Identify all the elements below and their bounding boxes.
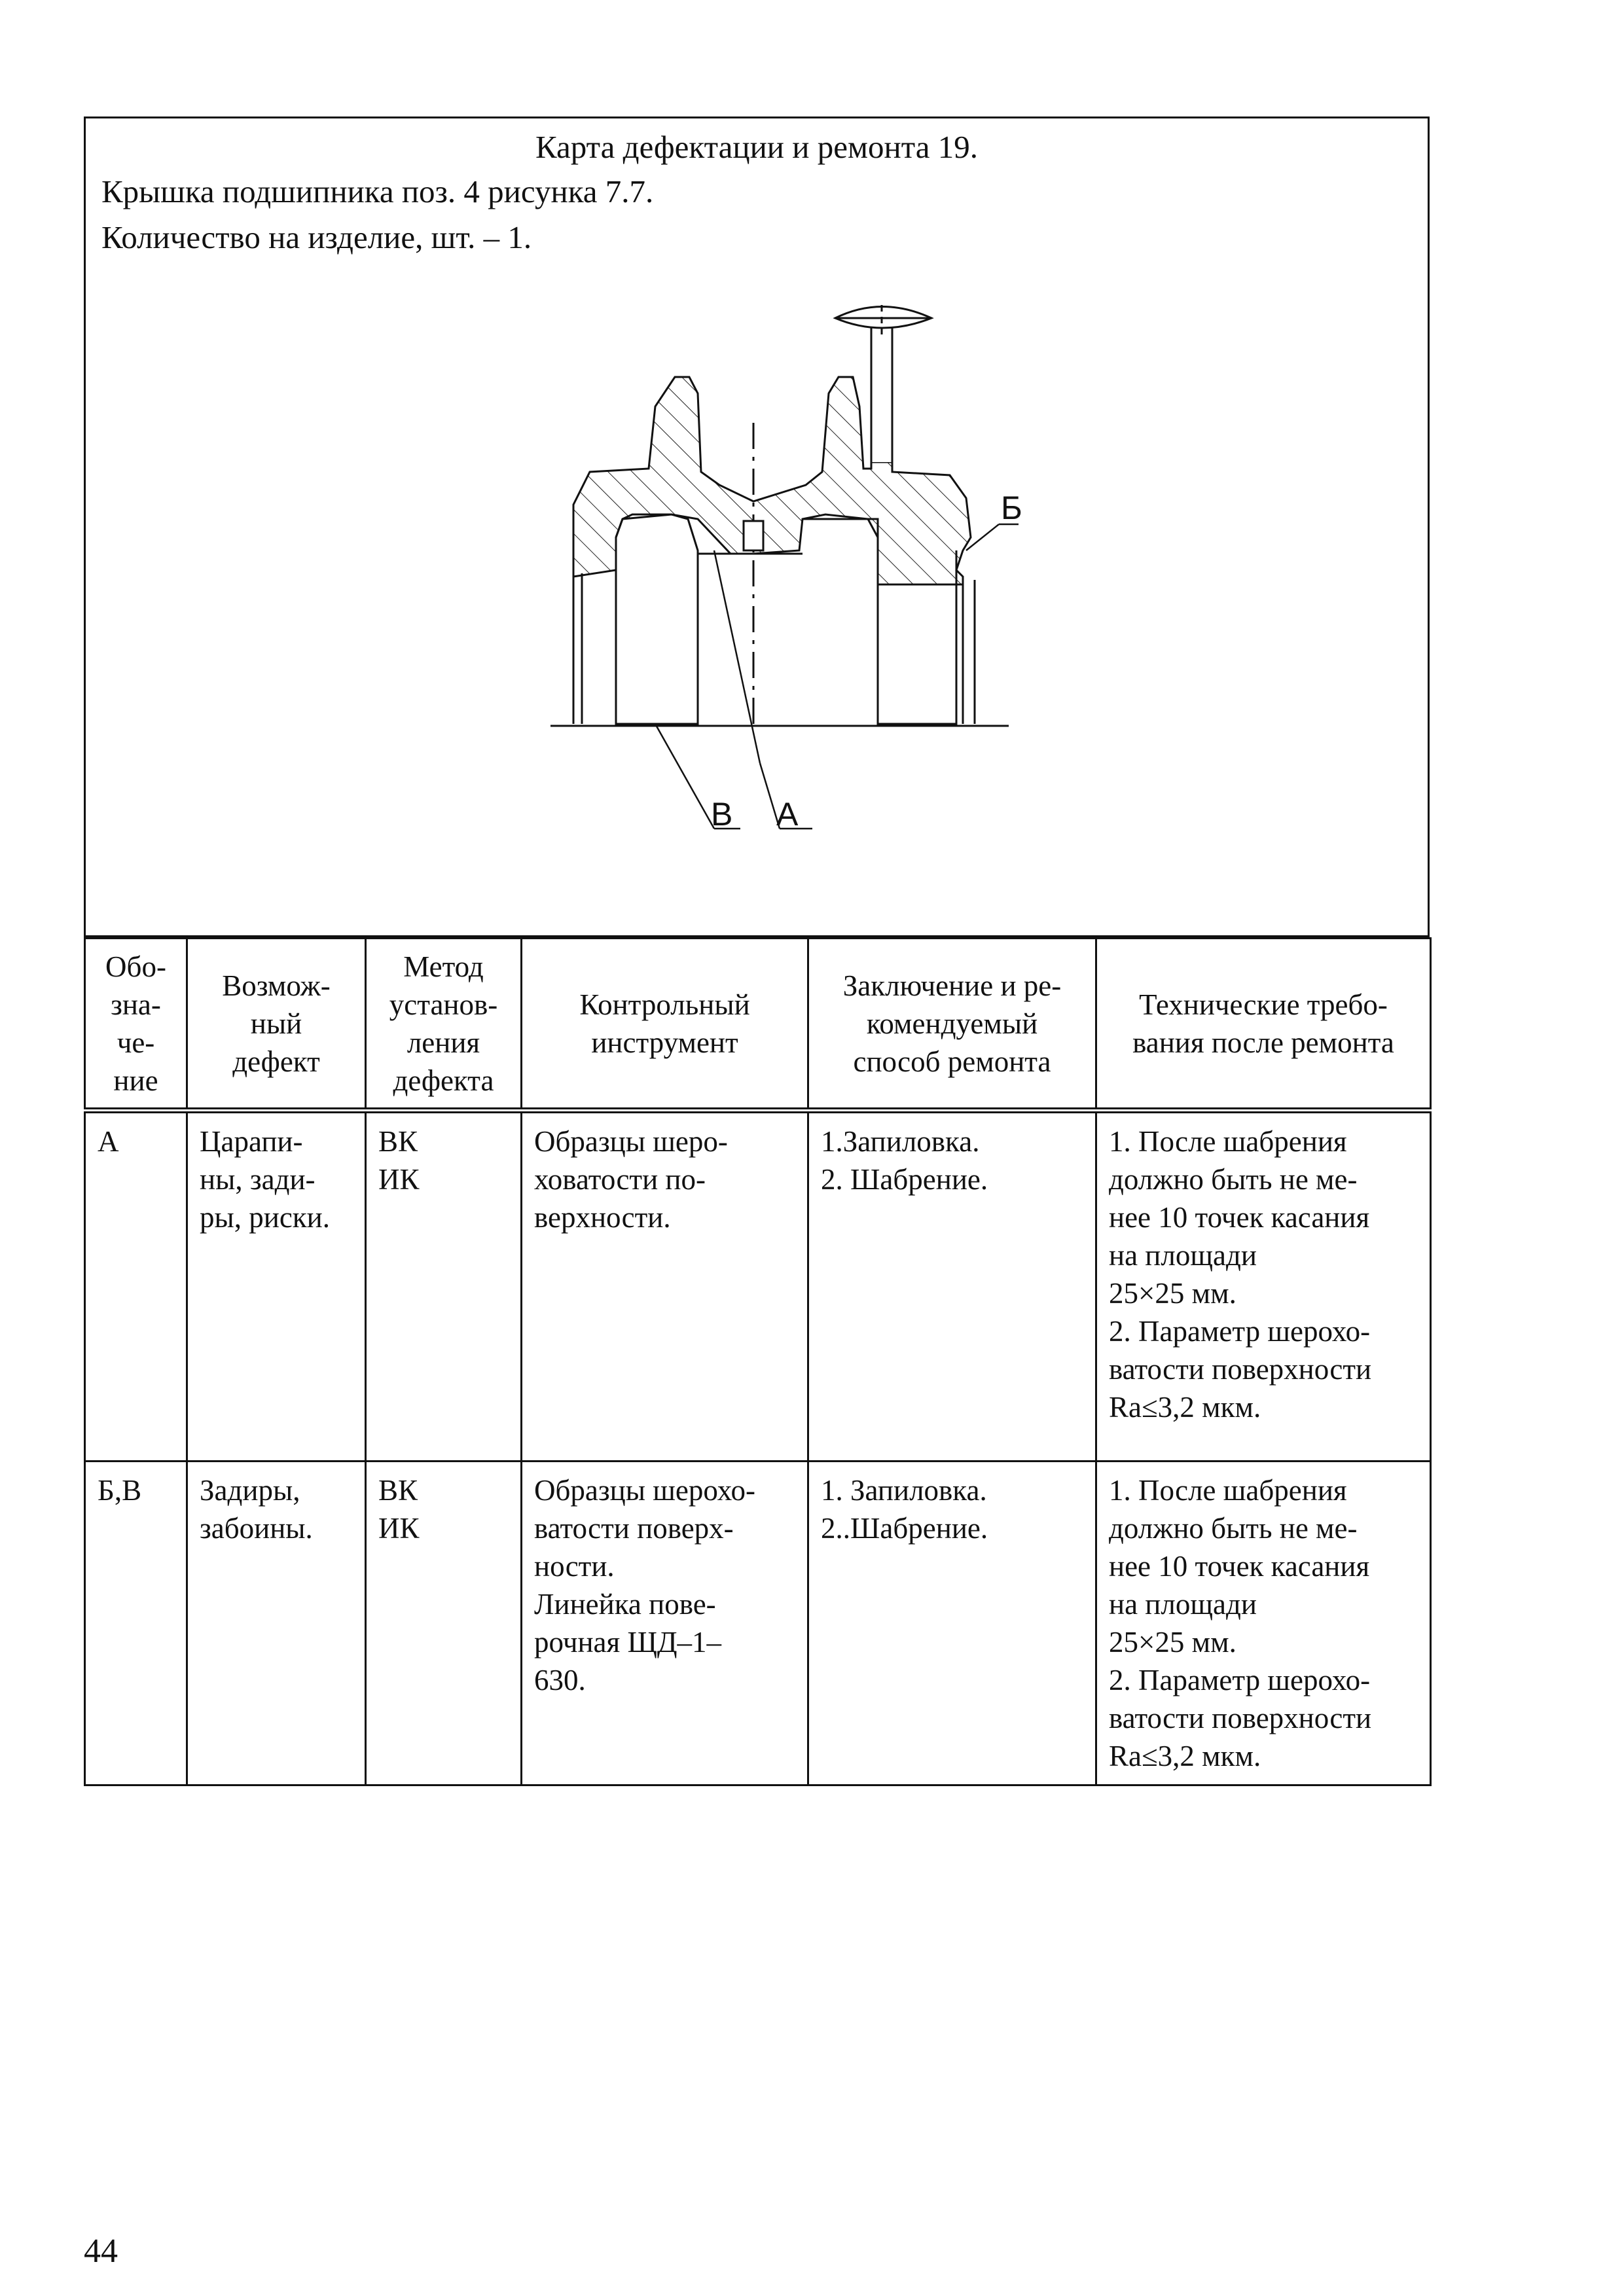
bearing-cover-drawing	[86, 118, 1428, 935]
part-name: Крышка подшипника поз. 4 рисунка 7.7.	[101, 173, 654, 209]
card-title: Карта дефектации и ремонта 19.	[535, 129, 978, 165]
label-b: Б	[1001, 490, 1022, 526]
header-defect: Возмож- ный дефект	[187, 939, 366, 1111]
cell-defect: Задиры, забоины.	[187, 1462, 366, 1785]
header-requirements: Технические требо- вания после ремонта	[1096, 939, 1431, 1111]
cell-requirements: 1. После шабрения должно быть не ме- нее 10 точек касания на площади 25×25 мм. 2. Параметр шерохо- ватости поверхности Ra≤3,2 мкм.	[1096, 1462, 1431, 1785]
cell-requirements: 1. После шабрения должно быть не ме- нее 10 точек касания на площади 25×25 мм. 2. Параметр шерохо- ватости поверхности Ra≤3,2 мкм.	[1096, 1111, 1431, 1462]
defect-card-header	[84, 117, 1430, 937]
header-repair: Заключение и ре- комендуемый способ ремонта	[808, 939, 1096, 1111]
defects-table	[84, 937, 1432, 1786]
header-designation: Обо- зна- че- ние	[85, 939, 187, 1111]
cell-defect: Царапи- ны, зади- ры, риски.	[187, 1111, 366, 1462]
cell-method: ВК ИК	[366, 1462, 522, 1785]
page-number: 44	[84, 2233, 118, 2270]
quantity-line: Количество на изделие, шт. – 1.	[101, 219, 532, 255]
cell-repair: 1. Запиловка. 2..Шабрение.	[808, 1462, 1096, 1785]
cell-designation: А	[85, 1111, 187, 1462]
header-method: Метод установ- ления дефекта	[366, 939, 522, 1111]
label-v: В	[711, 796, 733, 833]
cell-instrument: Образцы шеро- ховатости по- верхности.	[522, 1111, 808, 1462]
cell-method: ВК ИК	[366, 1111, 522, 1462]
cell-instrument: Образцы шерохо- ватости поверх- ности. Линейка пове- рочная ЩД–1– 630.	[522, 1462, 808, 1785]
label-a: А	[776, 796, 799, 833]
table-header-row	[85, 939, 1431, 1111]
leader-lines	[655, 524, 1019, 829]
cell-repair: 1.Запиловка. 2. Шабрение.	[808, 1111, 1096, 1462]
table-row	[85, 1111, 1431, 1462]
table-row	[85, 1462, 1431, 1785]
header-instrument: Контрольный инструмент	[522, 939, 808, 1111]
cell-designation: Б,В	[85, 1462, 187, 1785]
